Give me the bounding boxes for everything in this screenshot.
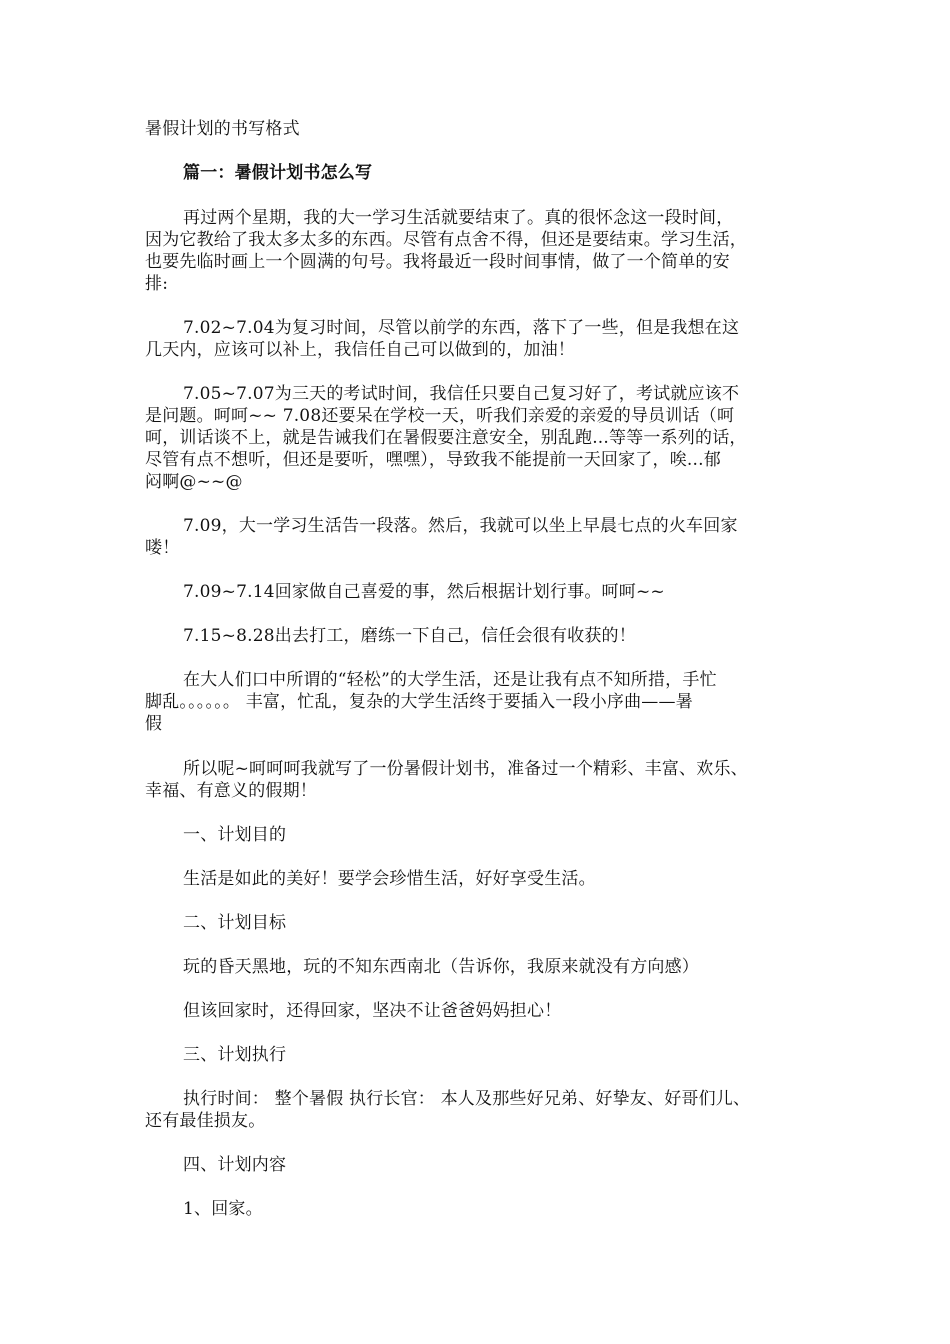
paragraph-line: 7.15~8.28出去打工，磨练一下自己，信任会很有收获的！ [183, 626, 636, 646]
section-heading: 篇一：暑假计划书怎么写 [183, 163, 373, 183]
paragraph-line: 因为它教给了我太多太多的东西。尽管有点舍不得，但还是要结束。学习生活， [145, 230, 747, 250]
paragraph-line: 7.09，大一学习生活告一段落。然后，我就可以坐上早晨七点的火车回家 [183, 516, 738, 536]
document-title: 暑假计划的书写格式 [145, 119, 300, 139]
paragraph-line: 但该回家时，还得回家，坚决不让爸爸妈妈担心！ [183, 1001, 562, 1021]
section-subheading: 一、计划目的 [183, 825, 287, 845]
section-subheading: 三、计划执行 [183, 1045, 287, 1065]
paragraph-line: 还有最佳损友。 [145, 1111, 266, 1131]
paragraph-line: 几天内，应该可以补上，我信任自己可以做到的，加油！ [145, 340, 575, 360]
paragraph-line: 也要先临时画上一个圆满的句号。我将最近一段时间事情，做了一个简单的安 [145, 252, 730, 272]
list-item: 1、回家。 [183, 1199, 263, 1219]
paragraph-line: 脚乱。。。。。。 丰富，忙乱，复杂的大学生活终于要插入一段小序曲——暑 [145, 692, 693, 712]
paragraph-line: 再过两个星期，我的大一学习生活就要结束了。真的很怀念这一段时间， [183, 208, 734, 228]
paragraph-line: 假 [145, 714, 163, 734]
paragraph-line: 喽！ [145, 538, 180, 558]
paragraph-line: 是问题。呵呵~~ 7.08还要呆在学校一天，听我们亲爱的亲爱的导员训话（呵 [145, 406, 735, 426]
paragraph-line: 闷啊@~~@ [145, 472, 243, 492]
paragraph-line: 尽管有点不想听，但还是要听，嘿嘿），导致我不能提前一天回家了，唉...郁 [145, 450, 721, 470]
paragraph-line: 7.02~7.04为复习时间，尽管以前学的东西，落下了一些，但是我想在这 [183, 318, 740, 338]
paragraph-line: 生活是如此的美好！要学会珍惜生活，好好享受生活。 [183, 869, 596, 889]
paragraph-line: 排: [145, 274, 169, 294]
paragraph-line: 7.09~7.14回家做自己喜爱的事，然后根据计划行事。呵呵~~ [183, 582, 665, 602]
paragraph-line: 所以呢~呵呵呵我就写了一份暑假计划书，准备过一个精彩、丰富、欢乐、 [183, 759, 748, 779]
section-subheading: 二、计划目标 [183, 913, 287, 933]
section-subheading: 四、计划内容 [183, 1155, 287, 1175]
paragraph-line: 玩的昏天黑地，玩的不知东西南北（告诉你，我原来就没有方向感） [183, 957, 699, 977]
paragraph-line: 7.05~7.07为三天的考试时间，我信任只要自己复习好了，考试就应该不 [183, 384, 740, 404]
paragraph-line: 呵，训话谈不上，就是告诫我们在暑假要注意安全，别乱跑...等等一系列的话， [145, 428, 747, 448]
paragraph-line: 在大人们口中所谓的“轻松”的大学生活，还是让我有点不知所措，手忙 [183, 670, 717, 690]
paragraph-line: 执行时间： 整个暑假 执行长官： 本人及那些好兄弟、好挚友、好哥们儿、 [183, 1089, 751, 1109]
paragraph-line: 幸福、有意义的假期！ [145, 781, 317, 801]
